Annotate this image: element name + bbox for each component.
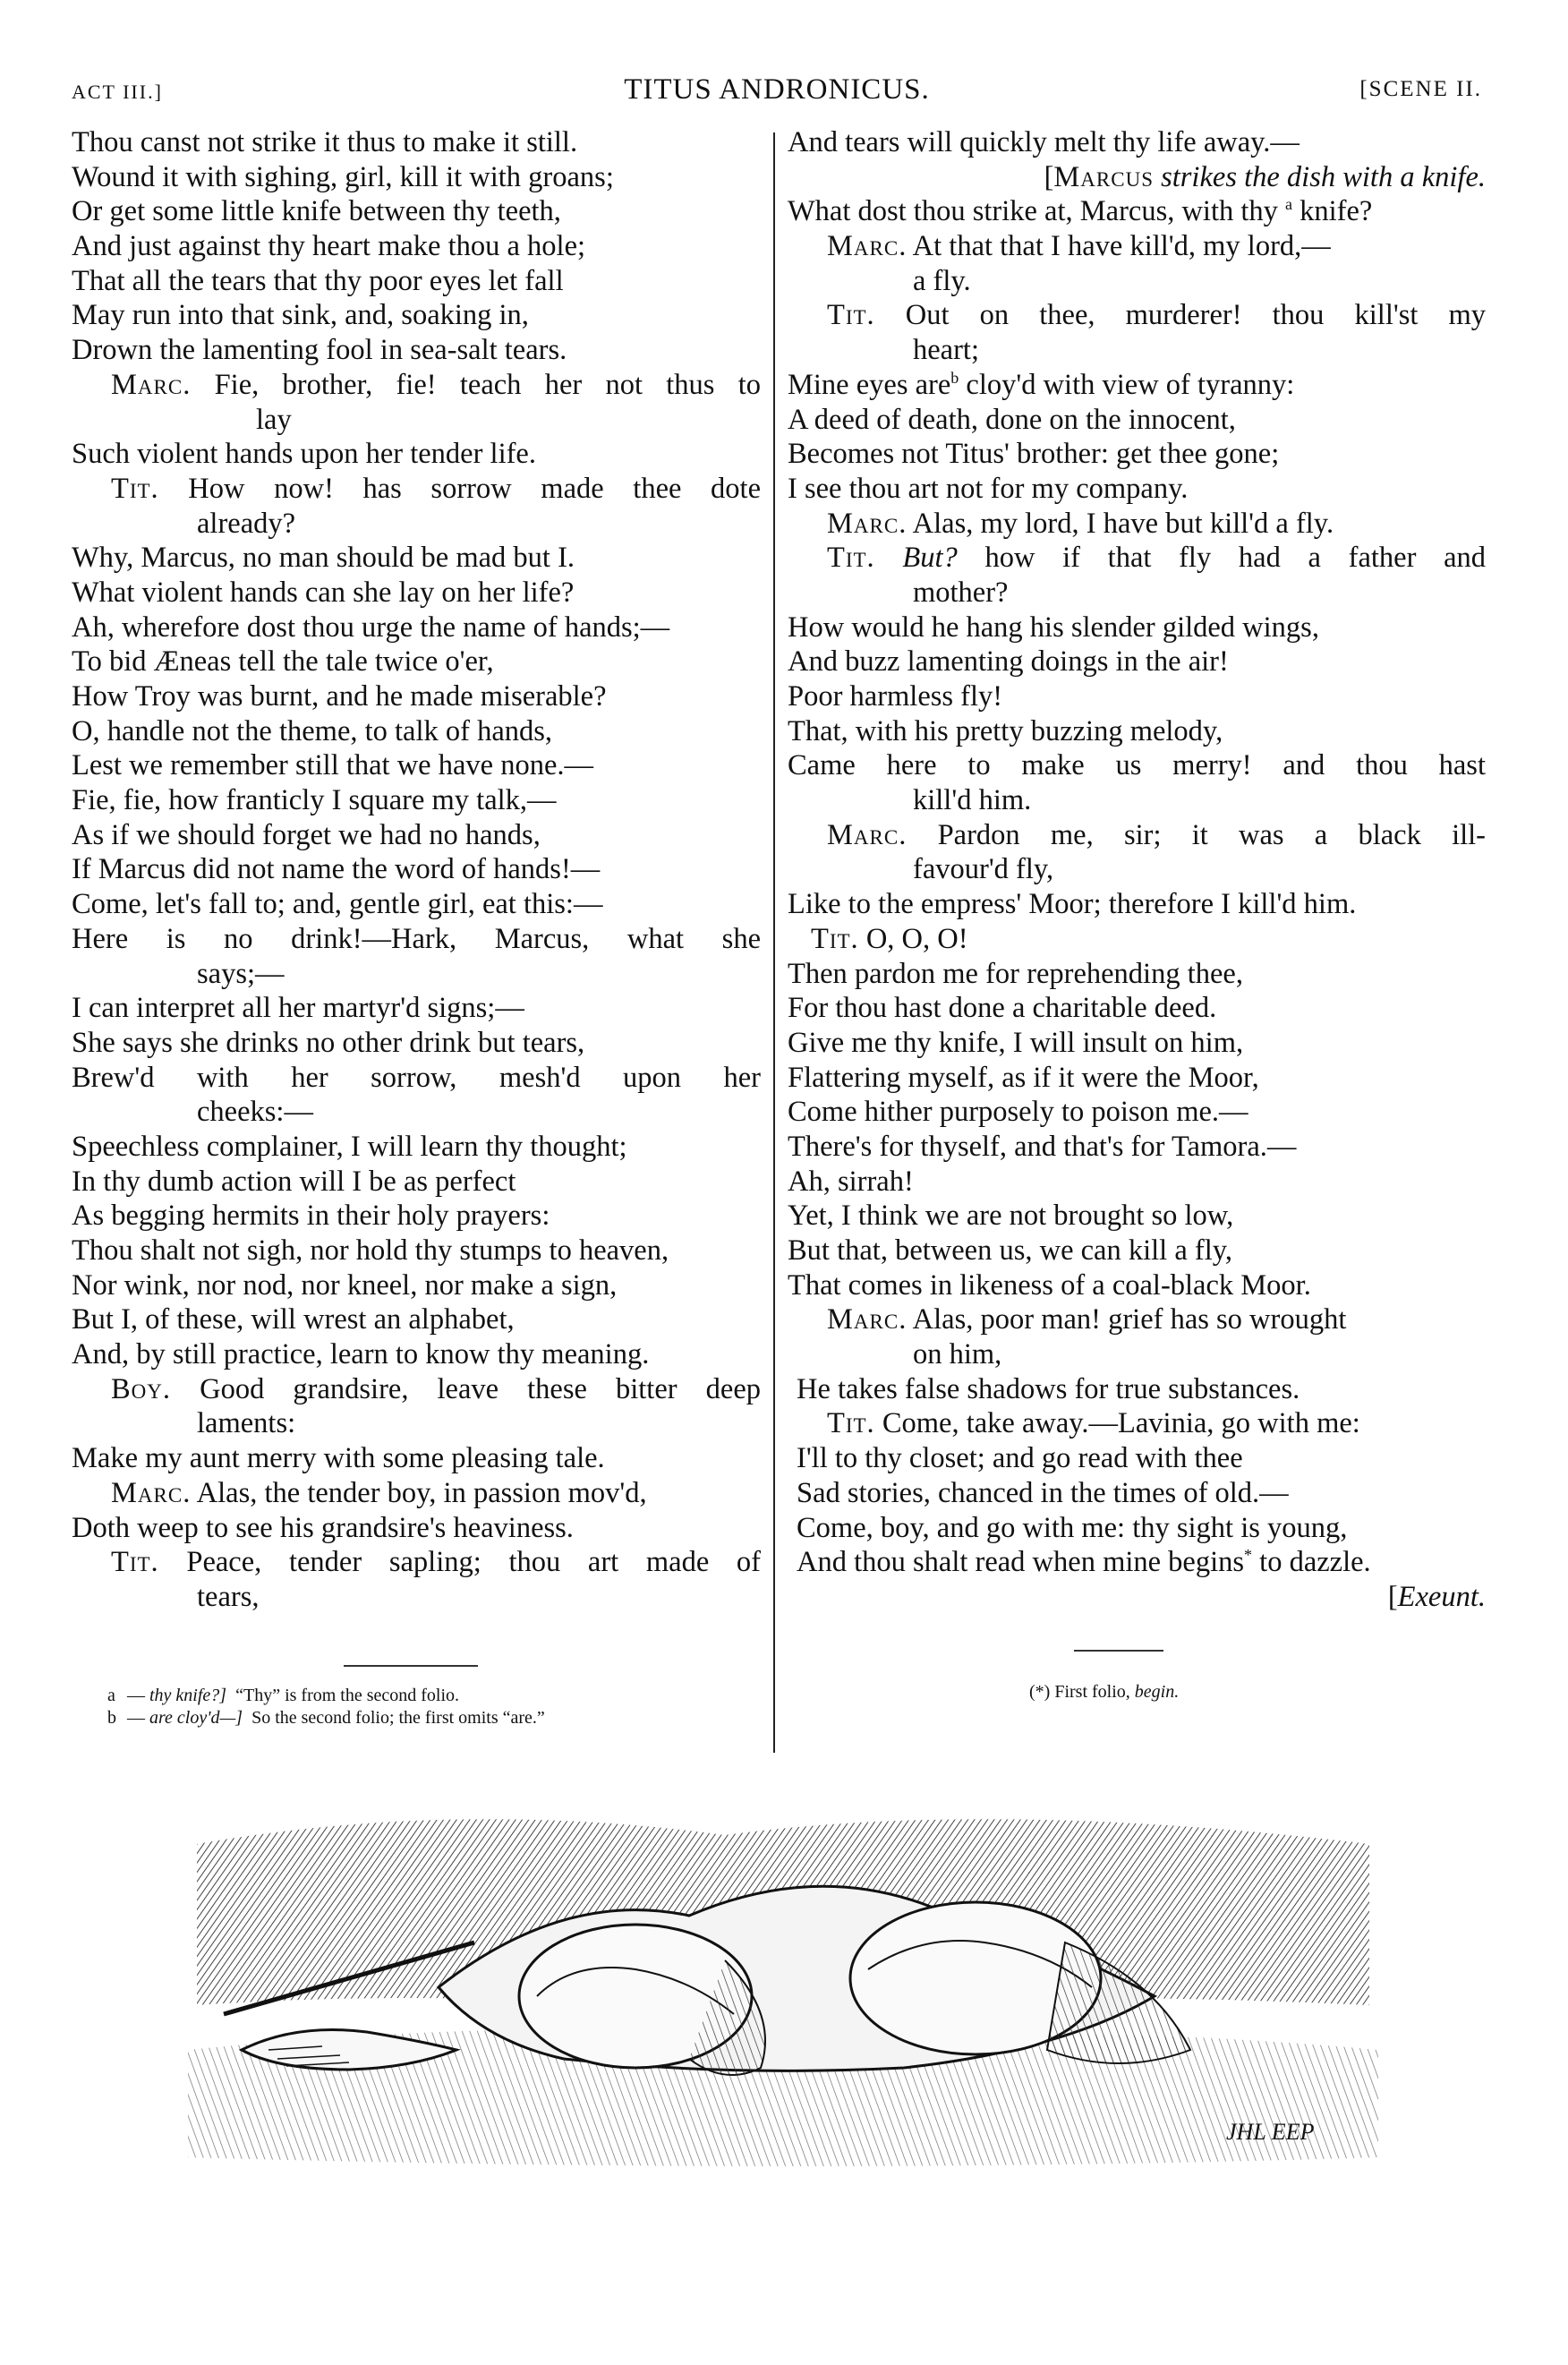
footnote-dash: — [127, 1708, 145, 1728]
footnote-text: First folio, [1054, 1682, 1130, 1702]
footnote-text: So the second folio; the first omits “are.” [251, 1708, 545, 1728]
verse-line: Brew'd with her sorrow, mesh'd upon her [72, 1061, 761, 1094]
footnote-cite: thy knife?] [149, 1686, 227, 1705]
bracket: [ [1387, 1580, 1398, 1613]
column-divider [773, 132, 775, 1753]
speaker-name: Marc. [827, 1303, 908, 1336]
verse-text: knife? [1300, 195, 1373, 228]
verse-line: Such violent hands upon her tender life. [72, 438, 536, 471]
verse-line: There's for thyself, and that's for Tamora.— [788, 1130, 1297, 1163]
speaker-name: Marc. [111, 368, 192, 401]
footnote [107, 1707, 545, 1729]
continuation-line: kill'd him. [913, 784, 1032, 817]
engraver-signature: JHL EEP [1226, 2119, 1315, 2145]
stage-direction-text: strikes the dish with a knife. [1161, 160, 1486, 193]
speaker-name: Tit. [827, 542, 875, 575]
speaker-name: Tit. [111, 472, 159, 505]
speech-text: Alas, poor man! grief has so wrought [912, 1303, 1347, 1336]
verse-line: Yet, I think we are not brought so low, [788, 1200, 1234, 1233]
continuation-line: says;— [197, 957, 285, 990]
verse-line: Ah, sirrah! [788, 1165, 914, 1198]
verse-line: Why, Marcus, no man should be mad but I. [72, 542, 575, 575]
footnote-ref: a [1285, 195, 1293, 214]
speaker-name: Tit. [811, 922, 859, 955]
footnote-ref: b [950, 368, 959, 387]
speech-text: Fie, brother, fie! teach her not thus to [214, 368, 761, 401]
speech-line [788, 298, 1486, 333]
speech-text: O, O, O! [865, 922, 968, 955]
continuation-line: favour'd fly, [913, 853, 1054, 886]
verse-line: Nor wink, nor nod, nor kneel, nor make a sign, [72, 1268, 618, 1302]
continuation-line: mother? [913, 576, 1009, 609]
scene-label: [SCENE II. [1359, 77, 1482, 101]
continuation-line: laments: [197, 1407, 296, 1440]
verse-line: But that, between us, we can kill a fly, [788, 1234, 1232, 1267]
heads-and-hand-engraving [188, 1781, 1378, 2184]
stage-direction [788, 1580, 1486, 1615]
verse-line: And just against thy heart make thou a hole; [72, 230, 586, 263]
speaker-name: Tit. [111, 1546, 159, 1579]
continuation-line: a fly. [913, 264, 971, 297]
footnote-rule [344, 1665, 478, 1667]
bracket: [ [1044, 160, 1054, 193]
verse-line [788, 368, 1486, 403]
speech-line [788, 818, 1486, 853]
verse-line: May run into that sink, and, soaking in, [72, 299, 529, 332]
verse-line: Becomes not Titus' brother: get thee gone; [788, 438, 1280, 471]
speech-line [72, 1476, 761, 1511]
verse-line: Thou canst not strike it thus to make it still. [72, 126, 578, 158]
speech-italic: But? [902, 542, 958, 575]
speech-text: Out on thee, murderer! thou kill'st my [905, 299, 1486, 332]
speech-text: At that that I have kill'd, my lord,— [912, 230, 1331, 263]
verse-line: Give me thy knife, I will insult on him, [788, 1026, 1244, 1059]
verse-line: What violent hands can she lay on her life? [72, 576, 575, 609]
verse-line: Ah, wherefore dost thou urge the name of hands;— [72, 610, 670, 644]
speech-line [72, 1372, 761, 1407]
verse-line: Make my aunt merry with some pleasing tale. [72, 1442, 605, 1475]
footnote-rule [1074, 1650, 1163, 1652]
speech-text: Alas, my lord, I have but kill'd a fly. [912, 507, 1334, 540]
verse-line: And tears will quickly melt thy life away.— [788, 126, 1300, 158]
footnote [1029, 1681, 1179, 1703]
speech-line [788, 1302, 1486, 1337]
verse-line: Came here to make us merry! and thou hast [788, 749, 1486, 782]
speaker-name: Boy. [111, 1372, 172, 1405]
speech-line [72, 1545, 761, 1580]
verse-line: He takes false shadows for true substances. [797, 1372, 1300, 1405]
verse-line: How Troy was burnt, and he made miserable? [72, 680, 607, 713]
stage-direction-text: Exeunt. [1397, 1580, 1486, 1613]
speech-text: How now! has sorrow made thee dote [188, 472, 761, 505]
verse-line: As if we should forget we had no hands, [72, 818, 541, 851]
speaker-name: Marc. [827, 230, 908, 263]
verse-line: And, by still practice, learn to know thy meaning. [72, 1338, 650, 1371]
speaker-name: Marc. [111, 1476, 192, 1509]
speaker-name: Marc. [827, 818, 908, 851]
continuation-line: heart; [913, 334, 979, 367]
verse-line: I can interpret all her martyr'd signs;— [72, 992, 524, 1025]
verse-line: Wound it with sighing, girl, kill it with groans; [72, 160, 614, 193]
verse-line: Doth weep to see his grandsire's heaviness. [72, 1511, 574, 1544]
speaker-name: Marc. [827, 507, 908, 540]
verse-line: Or get some little knife between thy teeth, [72, 195, 561, 228]
running-header [72, 70, 1482, 106]
verse-line: O, handle not the theme, to talk of hands, [72, 714, 553, 747]
speech-text: Peace, tender sapling; thou art made of [186, 1546, 761, 1579]
verse-line: Drown the lamenting fool in sea-salt tears. [72, 334, 567, 367]
footnote-text: “Thy” is from the second folio. [235, 1686, 460, 1705]
act-label: ACT III.] [72, 81, 163, 103]
speech-text: Good grandsire, leave these bitter deep [200, 1372, 761, 1405]
verse-line: To bid Æneas tell the tale twice o'er, [72, 645, 494, 679]
verse-line: Here is no drink!—Hark, Marcus, what she [72, 922, 761, 955]
verse-line: As begging hermits in their holy prayers: [72, 1200, 550, 1233]
speech-line [788, 1406, 1486, 1441]
footnote-ref: * [1244, 1546, 1253, 1565]
speech-line [72, 472, 761, 507]
verse-line [788, 1545, 1486, 1580]
verse-line: In thy dumb action will I be as perfect [72, 1165, 516, 1198]
speech-line [788, 541, 1486, 576]
verse-line: Poor harmless fly! [788, 680, 1003, 713]
speech-text: how if that fly had a father and [984, 542, 1486, 575]
speech-line [788, 507, 1486, 542]
stage-direction [788, 160, 1486, 195]
verse-text: And thou shalt read when mine begins [797, 1546, 1245, 1579]
verse-line: For thou hast done a charitable deed. [788, 992, 1217, 1025]
verse-line: Lest we remember still that we have none.— [72, 749, 594, 782]
verse-line: And buzz lamenting doings in the air! [788, 645, 1229, 679]
verse-line: Like to the empress' Moor; therefore I kill'd him. [788, 888, 1357, 921]
speech-line [72, 368, 761, 403]
continuation-line: lay [256, 403, 292, 436]
footnote-mark: (*) [1029, 1682, 1051, 1702]
footnote [107, 1685, 459, 1707]
verse-line: That, with his pretty buzzing melody, [788, 714, 1223, 747]
speaker-name: Tit. [827, 1407, 875, 1440]
speech-text: Come, take away.—Lavinia, go with me: [882, 1407, 1360, 1440]
footnote-dash: — [127, 1686, 145, 1705]
verse-line: How would he hang his slender gilded wings, [788, 610, 1319, 644]
speech-line [788, 922, 1486, 957]
engraving-illustration [188, 1781, 1378, 2184]
verse-line: That comes in likeness of a coal-black Moor. [788, 1268, 1311, 1302]
verse-line [788, 194, 1486, 229]
verse-line: Fie, fie, how franticly I square my talk,— [72, 784, 557, 817]
verse-line: She says she drinks no other drink but tears, [72, 1026, 585, 1059]
footnote-cite: begin. [1134, 1682, 1180, 1702]
verse-line: Sad stories, chanced in the times of old.— [797, 1476, 1289, 1509]
verse-line: A deed of death, done on the innocent, [788, 403, 1236, 436]
continuation-line: on him, [913, 1338, 1002, 1371]
continuation-line: cheeks:— [197, 1096, 313, 1129]
speaker-name: Marcus [1053, 160, 1154, 193]
speech-line [788, 229, 1486, 264]
verse-text: to dazzle. [1259, 1546, 1371, 1579]
speech-text: Pardon me, sir; it was a black ill- [937, 818, 1486, 851]
verse-line: But I, of these, will wrest an alphabet, [72, 1303, 515, 1336]
footnote-mark: a [107, 1686, 115, 1705]
verse-line: Thou shalt not sigh, nor hold thy stumps to heaven, [72, 1234, 669, 1267]
left-column [72, 125, 761, 1615]
verse-text: cloy'd with view of tyranny: [966, 368, 1295, 401]
verse-line: Then pardon me for reprehending thee, [788, 957, 1243, 990]
speech-text: Alas, the tender boy, in passion mov'd, [196, 1476, 647, 1509]
right-column [788, 125, 1486, 1615]
continuation-line: already? [197, 507, 296, 540]
verse-text: What dost thou strike at, Marcus, with thy [788, 195, 1278, 228]
page-title: TITUS ANDRONICUS. [624, 73, 930, 106]
verse-line: I'll to thy closet; and go read with thee [797, 1442, 1243, 1475]
verse-line: Speechless complainer, I will learn thy thought; [72, 1130, 627, 1163]
verse-line: Flattering myself, as if it were the Moor, [788, 1061, 1259, 1094]
verse-text: Mine eyes are [788, 368, 951, 401]
verse-line: That all the tears that thy poor eyes let fall [72, 264, 564, 297]
verse-line: Come, boy, and go with me: thy sight is young, [797, 1511, 1348, 1544]
footnote-mark: b [107, 1708, 116, 1728]
verse-line: Come hither purposely to poison me.— [788, 1096, 1248, 1129]
verse-line: I see thou art not for my company. [788, 472, 1189, 505]
verse-line: If Marcus did not name the word of hands!— [72, 853, 601, 886]
continuation-line: tears, [197, 1580, 260, 1613]
speaker-name: Tit. [827, 299, 875, 332]
footnote-cite: are cloy'd—] [149, 1708, 243, 1728]
verse-line: Come, let's fall to; and, gentle girl, eat this:— [72, 888, 603, 921]
